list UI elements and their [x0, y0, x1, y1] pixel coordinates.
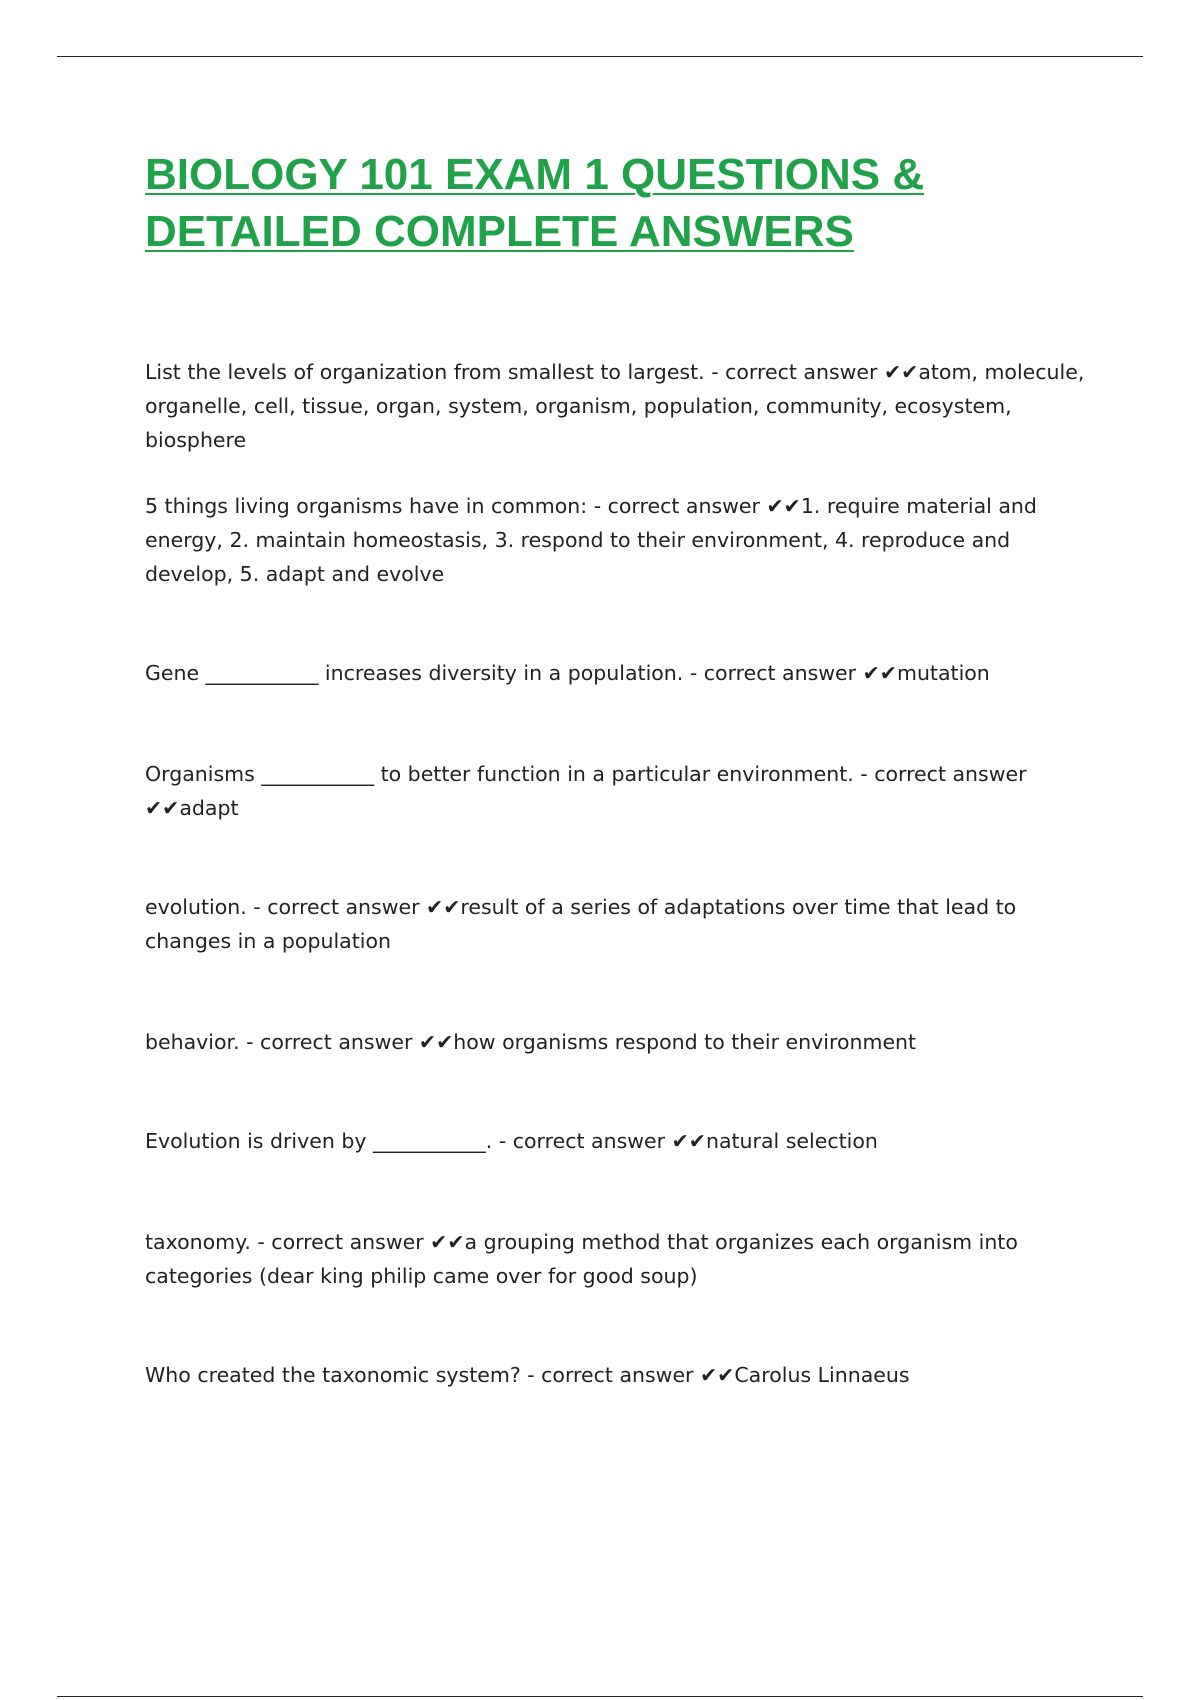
answer-separator: - correct answer ✔✔	[520, 1363, 735, 1387]
question-text: taxonomy.	[145, 1230, 251, 1254]
answer-text: adapt	[179, 796, 239, 820]
answer-separator: - correct answer ✔✔	[492, 1129, 706, 1153]
document-title: BIOLOGY 101 EXAM 1 QUESTIONS & DETAILED COMPLETE ANSWERS	[145, 150, 925, 256]
answer-separator: - correct answer ✔✔	[704, 360, 919, 384]
question-text: Evolution is driven by ___________.	[145, 1129, 493, 1153]
qa-item	[145, 890, 1090, 958]
answer-text: result of a series of adaptations over time that lead to changes in a population	[145, 895, 1017, 953]
answer-text: how organisms respond to their environment	[453, 1030, 917, 1054]
bottom-divider	[57, 1696, 1143, 1697]
question-text: Organisms ___________ to better function in a particular environment.	[145, 762, 854, 786]
question-text: List the levels of organization from smallest to largest.	[145, 360, 705, 384]
qa-item	[145, 1124, 1090, 1158]
answer-text: a grouping method that organizes each organism into categories (dear king philip came over for good soup)	[145, 1230, 1018, 1288]
answer-separator: - correct answer ✔✔	[239, 1030, 454, 1054]
answer-separator: - correct answer ✔✔	[246, 895, 461, 919]
top-divider	[57, 56, 1143, 57]
answer-separator: - correct answer ✔✔	[587, 494, 801, 518]
answer-separator: - correct answer ✔✔	[683, 661, 897, 685]
question-text: Who created the taxonomic system?	[145, 1363, 521, 1387]
qa-item	[145, 489, 1090, 591]
qa-item	[145, 355, 1090, 457]
qa-item	[145, 1025, 1090, 1059]
question-text: Gene ___________ increases diversity in a population.	[145, 661, 684, 685]
answer-text: mutation	[896, 661, 990, 685]
answer-text: 1. require material and energy, 2. maintain homeostasis, 3. respond to their environment, 4. reproduce and develop, 5. adapt and evolve	[145, 494, 1037, 586]
answer-text: natural selection	[705, 1129, 878, 1153]
answer-separator: - correct answer ✔✔	[145, 762, 1027, 820]
answer-text: Carolus Linnaeus	[734, 1363, 910, 1387]
qa-item	[145, 757, 1090, 825]
question-text: behavior.	[145, 1030, 240, 1054]
answer-separator: - correct answer ✔✔	[250, 1230, 465, 1254]
question-text: 5 things living organisms have in common:	[145, 494, 588, 518]
qa-item	[145, 656, 1090, 690]
answer-text: atom, molecule, organelle, cell, tissue, organ, system, organism, population, community, ecosystem, biosphere	[145, 360, 1085, 452]
question-text: evolution.	[145, 895, 247, 919]
qa-item	[145, 1225, 1090, 1293]
qa-item	[145, 1358, 1090, 1392]
